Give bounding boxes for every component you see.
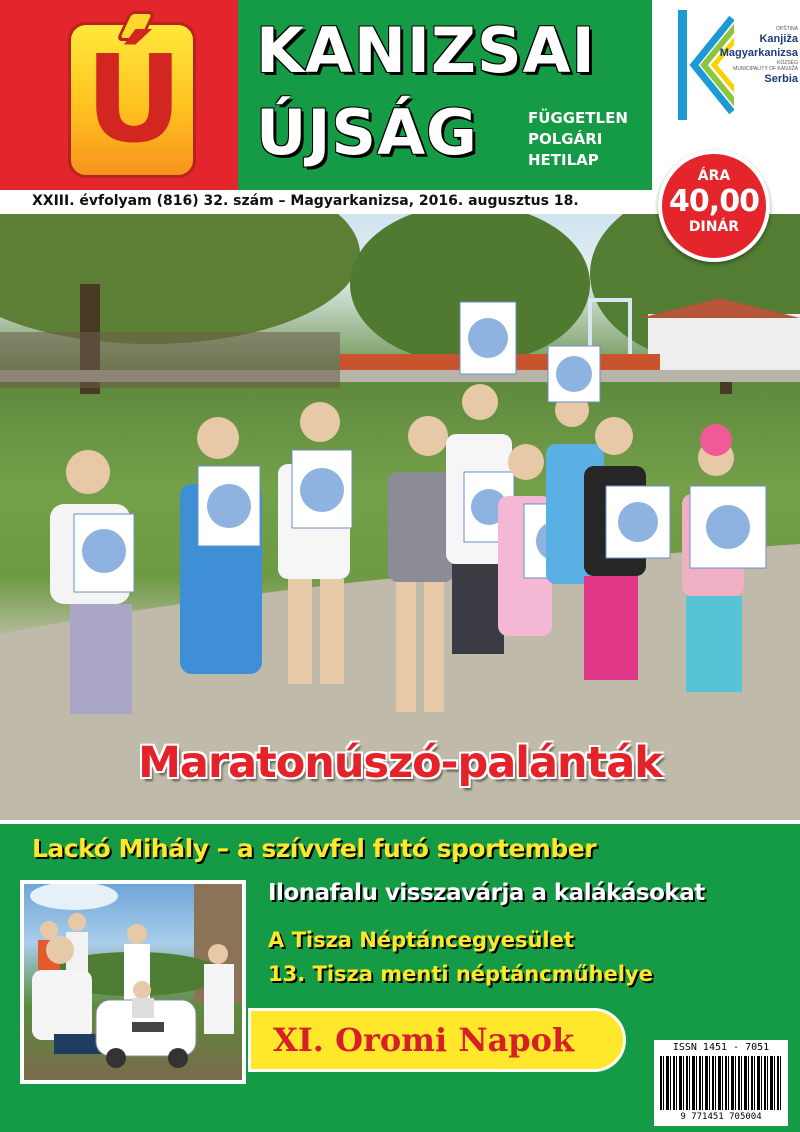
cover-photo-illustration: [0, 214, 800, 820]
highlight-story-title: XI. Oromi Napok: [273, 1021, 575, 1059]
municipality-name: [718, 26, 798, 86]
brand-line: Serbia: [764, 73, 798, 85]
brand-line: KÖZSÉG: [777, 60, 798, 66]
masthead-tagline: [528, 108, 628, 171]
price-label: ÁRA: [697, 168, 731, 184]
cover-photo: [0, 214, 800, 820]
story-headline-2: Ilonafalu visszavárja a kalákásokat: [268, 880, 705, 906]
barcode-block: [654, 1040, 788, 1126]
masthead-title-line1: KANIZSAI: [256, 14, 596, 87]
tagline-line: FÜGGETLEN: [528, 109, 628, 127]
story-headline-3: A Tisza Néptáncegyesület: [268, 928, 574, 952]
thumbnail-illustration: [24, 884, 242, 1080]
barcode-number: 9 771451 705004: [680, 1112, 762, 1122]
price-amount: 40,00: [669, 184, 759, 219]
price-badge: [658, 150, 770, 262]
tagline-line: POLGÁRI: [528, 130, 603, 148]
price-currency: DINÁR: [688, 219, 740, 235]
brand-line: OPŠTINA: [776, 26, 798, 32]
brand-line: Magyarkanizsa: [719, 47, 798, 59]
brand-line: MUNICIPALITY OF KANJIŽA: [733, 66, 798, 72]
cover-headline: Maratonúszó-palánták: [138, 738, 662, 788]
barcode-bars-icon: [660, 1056, 782, 1110]
story-thumbnail-photo: [20, 880, 246, 1084]
logo-letter: Ú: [85, 30, 179, 170]
masthead-red-panel: [0, 0, 238, 190]
story-headline-1: Lackó Mihály – a szívvfel futó sportember: [32, 834, 597, 863]
municipality-brand: [652, 0, 800, 150]
newspaper-logo: [68, 22, 196, 178]
brand-line: Kanjiža: [759, 33, 798, 45]
masthead-title-line2: ÚJSÁG: [256, 96, 478, 169]
issn-number: ISSN 1451 - 7051: [672, 1042, 770, 1053]
story-headline-4: 13. Tisza menti néptáncműhelye: [268, 962, 653, 986]
highlight-story-banner: [248, 1008, 626, 1072]
issue-info: XXIII. évfolyam (816) 32. szám – Magyarkanizsa, 2016. augusztus 18.: [32, 193, 579, 209]
tagline-line: HETILAP: [528, 151, 599, 169]
